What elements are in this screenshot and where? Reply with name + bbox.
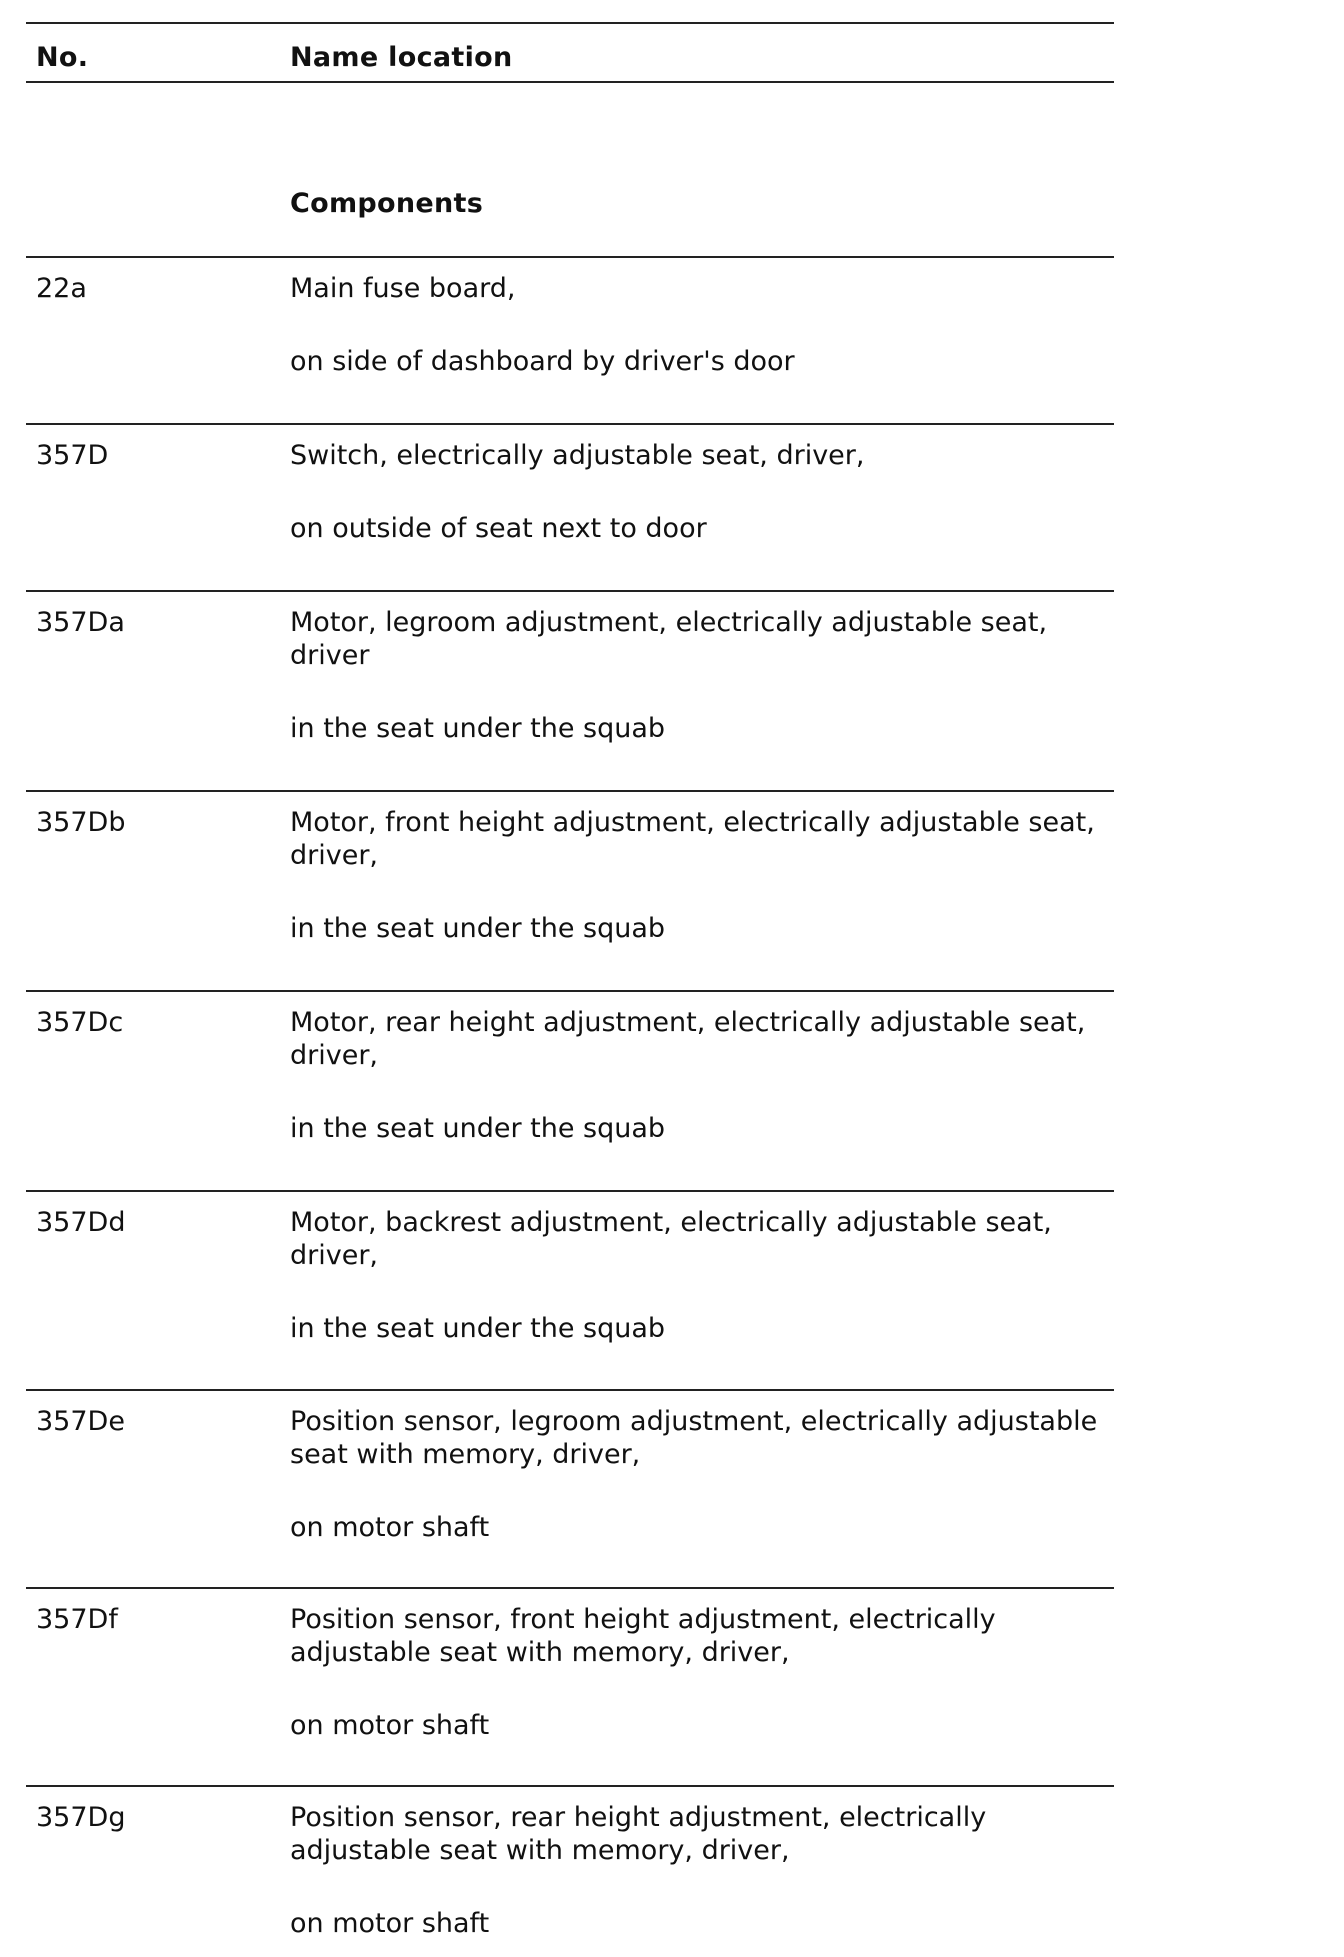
part-location: on outside of seat next to door (290, 513, 707, 544)
part-name: Position sensor, front height adjustment, electrically adjustable seat with memory, driver, (290, 1604, 996, 1668)
part-number: 357Df (36, 1604, 118, 1635)
part-location: in the seat under the squab (290, 1313, 666, 1344)
part-number: 357D (36, 440, 109, 471)
part-number: 357Dg (36, 1802, 126, 1833)
part-number: 357Dd (36, 1207, 126, 1238)
part-name: Position sensor, legroom adjustment, electrically adjustable seat with memory, driver, (290, 1406, 1098, 1470)
section-heading (26, 83, 1114, 256)
table-row (26, 592, 1114, 790)
part-number: 357Da (36, 607, 125, 638)
part-location: on side of dashboard by driver's door (290, 346, 795, 377)
part-location: on motor shaft (290, 1908, 490, 1939)
table-row (26, 1589, 1114, 1785)
part-location: in the seat under the squab (290, 913, 666, 944)
table-row (26, 1391, 1114, 1587)
table-row (26, 1787, 1114, 1957)
part-name: Motor, front height adjustment, electrically adjustable seat, driver, (290, 807, 1095, 871)
table-row (26, 792, 1114, 990)
table-header (26, 24, 1114, 81)
part-name: Motor, rear height adjustment, electrically adjustable seat, driver, (290, 1007, 1086, 1071)
table-row (26, 992, 1114, 1190)
section-title: Components (290, 188, 484, 219)
part-name: Position sensor, rear height adjustment, electrically adjustable seat with memory, driver, (290, 1802, 987, 1866)
header-no: No. (36, 42, 89, 73)
part-name: Motor, backrest adjustment, electrically adjustable seat, driver, (290, 1207, 1052, 1271)
part-name: Motor, legroom adjustment, electrically adjustable seat, driver (290, 607, 1048, 671)
part-name: Switch, electrically adjustable seat, driver, (290, 440, 865, 471)
header-name-location: Name location (290, 42, 513, 73)
part-number: 357De (36, 1406, 125, 1437)
part-location: in the seat under the squab (290, 713, 666, 744)
part-location: on motor shaft (290, 1512, 490, 1543)
part-location: on motor shaft (290, 1710, 490, 1741)
part-number: 357Db (36, 807, 126, 838)
table-row (26, 425, 1114, 590)
table-row (26, 258, 1114, 423)
part-location: in the seat under the squab (290, 1113, 666, 1144)
part-number: 357Dc (36, 1007, 124, 1038)
parts-table (26, 22, 1114, 1957)
part-number: 22a (36, 273, 87, 304)
part-name: Main fuse board, (290, 273, 516, 304)
table-row (26, 1192, 1114, 1389)
